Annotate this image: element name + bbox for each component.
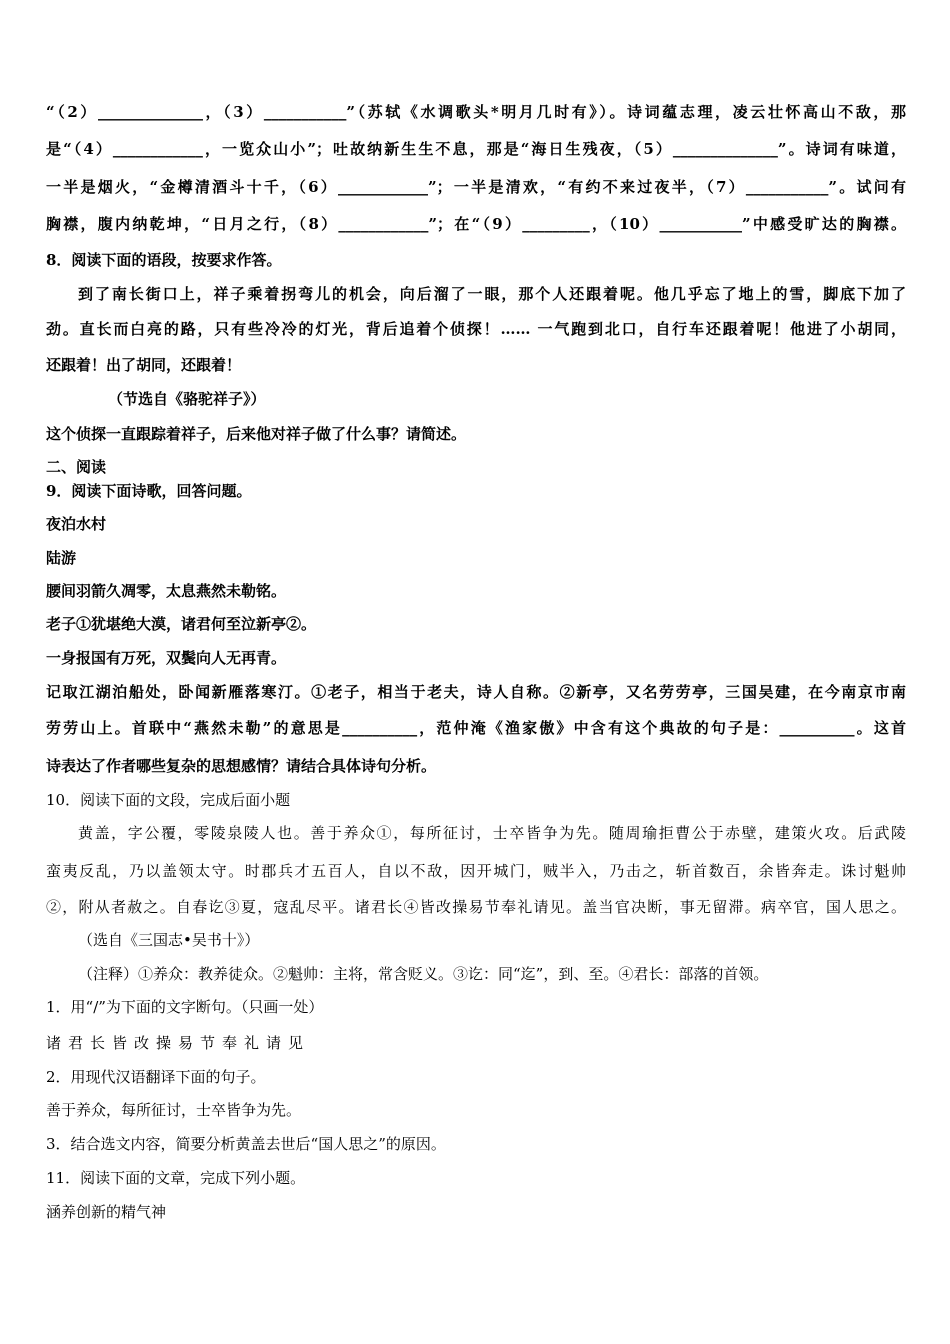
excerpt-source: （节选自《骆驼祥子》） — [108, 390, 266, 408]
poetry-fill-line-2: 是“（4）____________，一览众山小”；吐故纳新生生不息，那是“海日生残夜，（5）______________”。诗词有味道， — [46, 140, 906, 158]
question-8-heading: 8．阅读下面的语段，按要求作答。 — [46, 251, 282, 269]
classical-text-notes: （注释）①养众：教养徒众。②魁帅：主将，常含贬义。③讫：同“迄”，到、至。④君长：部落的首领。 — [78, 965, 769, 983]
poetry-fill-line-3: 一半是烟火，“金樽清酒斗十千，（6）____________”；一半是清欢，“有约不来过夜半，（7）___________”。试问有 — [46, 178, 906, 196]
question-9-prompt-line-1: 劳劳山上。首联中“燕然未勒”的意思是__________，范仲淹《渔家傲》中含有这个典故的句子是：__________。这首 — [46, 719, 906, 737]
sentence-to-translate: 善于养众，每所征讨，士卒皆争为先。 — [46, 1101, 302, 1119]
poem-line-2: 老子①犹堪绝大漠，诸君何至泣新亭②。 — [46, 615, 317, 633]
excerpt-paragraph-line-2: 劲。直长而白亮的路，只有些冷冷的灯光，背后追着个侦探！…… 一气跑到北口，自行车还跟着呢！他进了小胡同， — [46, 320, 906, 338]
subquestion-1: 1．用“/”为下面的文字断句。（只画一处） — [46, 998, 324, 1016]
question-10-heading: 10．阅读下面的文段，完成后面小题 — [46, 791, 291, 809]
poem-line-4-notes: 记取江湖泊船处，卧闻新雁落寒汀。①老子，相当于老夫，诗人自称。②新亭，又名劳劳亭，三国吴建，在今南京市南 — [46, 683, 906, 701]
classical-text-line-1: 黄盖，字公覆，零陵泉陵人也。善于养众①，每所征讨，士卒皆争为先。随周瑜拒曹公于赤壁，建策火攻。后武陵 — [78, 824, 906, 842]
question-9-prompt-line-2: 诗表达了作者哪些复杂的思想感情？请结合具体诗句分析。 — [46, 757, 437, 775]
question-9-heading: 9．阅读下面诗歌，回答问题。 — [46, 482, 252, 500]
classical-text-source: （选自《三国志•吴书十》） — [78, 931, 260, 949]
poem-line-1: 腰间羽箭久凋零，太息燕然未勒铭。 — [46, 582, 287, 600]
poem-title: 夜泊水村 — [46, 515, 107, 533]
sentence-to-punctuate: 诸君长皆改操易节奉礼请见 — [46, 1034, 311, 1052]
classical-text-line-2: 蛮夷反乱，乃以盖领太守。时郡兵才五百人，自以不敌，因开城门，贼半入，乃击之，斩首数百，余皆奔走。诛讨魁帅 — [46, 862, 906, 880]
classical-text-line-3: ②，附从者赦之。自春讫③夏，寇乱尽平。诸君长④皆改操易节奉礼请见。盖当官决断，事无留滞。病卒官，国人思之。 — [46, 898, 906, 916]
poetry-fill-line-4: 胸襟，腹内纳乾坤，“日月之行，（8）____________”；在“（9）_________，（10）___________”中感受旷达的胸襟。 — [46, 215, 906, 233]
excerpt-paragraph-line-3: 还跟着！出了胡同，还跟着！ — [46, 356, 242, 374]
poetry-fill-line-1: “（2）______________，（3）___________”（苏轼《水调歌头*明月几时有》）。诗词蕴志理，凌云壮怀高山不敌，那 — [46, 103, 906, 121]
poem-author: 陆游 — [46, 549, 77, 567]
excerpt-paragraph-line-1: 到了南长街口上，祥子乘着拐弯儿的机会，向后溜了一眼，那个人还跟着呢。他几乎忘了地上的雪，脚底下加了 — [78, 285, 906, 303]
article-title: 涵养创新的精气神 — [46, 1203, 167, 1221]
subquestion-2: 2．用现代汉语翻译下面的句子。 — [46, 1068, 266, 1086]
question-11-heading: 11．阅读下面的文章，完成下列小题。 — [46, 1169, 306, 1187]
poem-line-3: 一身报国有万死，双鬓向人无再青。 — [46, 649, 287, 667]
section-heading-reading: 二、阅读 — [46, 458, 107, 476]
question-8-prompt: 这个侦探一直跟踪着祥子，后来他对祥子做了什么事？请简述。 — [46, 425, 467, 443]
subquestion-3: 3．结合选文内容，简要分析黄盖去世后“国人思之”的原因。 — [46, 1135, 446, 1153]
